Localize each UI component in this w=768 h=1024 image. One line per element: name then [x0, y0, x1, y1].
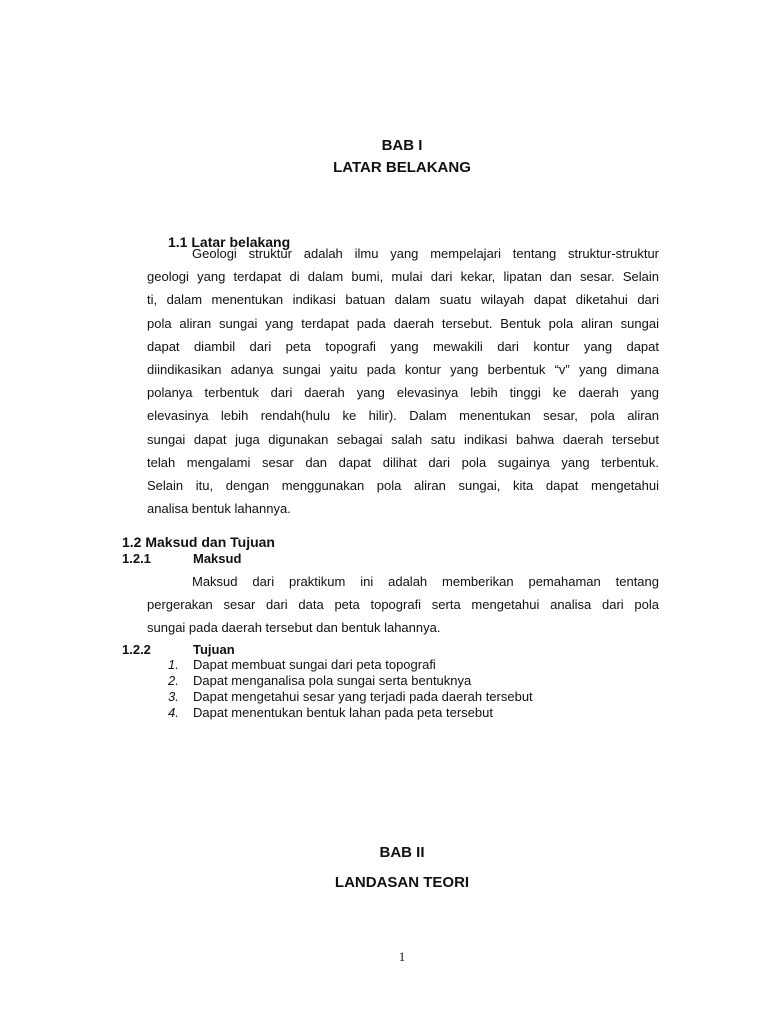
- list-item: [168, 689, 533, 705]
- paragraph-line: telah mengalami sesar dan dapat dilihat dari pola sugainya yang terbentuk.: [147, 454, 659, 470]
- paragraph-line: dapat diambil dari peta topografi yang mewakili dari kontur yang dapat: [147, 338, 659, 354]
- list-item: [168, 673, 533, 689]
- paragraph-line: diindikasikan adanya sungai yaitu pada kontur yang berbentuk “v” yang dimana: [147, 361, 659, 377]
- paragraph-line: elevasinya lebih rendah(hulu ke hilir). Dalam menentukan sesar, pola aliran: [147, 408, 659, 424]
- chapter-2-label: BAB II: [379, 844, 425, 861]
- list-item-number: 4.: [168, 705, 179, 720]
- list-item-text: Dapat menganalisa pola sungai serta bentuknya: [193, 673, 472, 688]
- chapter-2-title: LANDASAN TEORI: [334, 874, 470, 891]
- paragraph-line: ti, dalam menentukan indikasi batuan dalam suatu wilayah dapat diketahui dari: [147, 292, 659, 308]
- paragraph-line: geologi yang terdapat di dalam bumi, mulai dari kekar, lipatan dan sesar. Selain: [147, 269, 659, 285]
- list-item-number: 1.: [168, 657, 179, 672]
- section-1-2-1-paragraph: [147, 570, 659, 640]
- paragraph-line: pola aliran sungai yang terdapat pada daerah tersebut. Bentuk pola aliran sungai: [147, 315, 659, 331]
- list-item: [168, 705, 533, 721]
- paragraph-line: Maksud dari praktikum ini adalah memberikan pemahaman tentang: [192, 574, 659, 589]
- chapter-1-title: LATAR BELAKANG: [333, 159, 471, 176]
- objectives-list: [168, 657, 533, 721]
- page-number: 1: [398, 949, 406, 964]
- paragraph-line: Selain itu, dengan menggunakan pola aliran sungai, kita dapat mengetahui: [147, 477, 659, 493]
- list-item-number: 2.: [168, 673, 179, 688]
- list-item: [168, 657, 533, 673]
- paragraph-line: sungai dapat juga digunakan sebagai salah satu indikasi bahwa daerah tersebut: [147, 431, 659, 447]
- section-1-1-paragraph: [147, 242, 659, 520]
- section-1-2-heading: 1.2 Maksud dan Tujuan: [122, 534, 275, 550]
- paragraph-line: sungai pada daerah tersebut dan bentuk lahannya.: [147, 620, 441, 636]
- chapter-1-label: BAB I: [381, 137, 423, 154]
- list-item-number: 3.: [168, 689, 179, 704]
- section-1-2-2-title: Tujuan: [193, 642, 235, 657]
- section-1-2-2-number: 1.2.2: [122, 642, 151, 657]
- section-1-2-1-number: 1.2.1: [122, 551, 151, 566]
- section-1-1-heading: 1.1 Latar belakang: [168, 234, 291, 250]
- paragraph-line: pergerakan sesar dari data peta topografi serta mengetahui analisa dari pola: [147, 597, 659, 613]
- paragraph-line: polanya terbentuk dari daerah yang elevasinya lebih tinggi ke daerah yang: [147, 385, 659, 401]
- list-item-text: Dapat menentukan bentuk lahan pada peta tersebut: [193, 705, 493, 720]
- paragraph-line: Geologi struktur adalah ilmu yang mempelajari tentang struktur-struktur: [192, 246, 659, 261]
- list-item-text: Dapat membuat sungai dari peta topografi: [193, 657, 436, 672]
- section-1-2-1-title: Maksud: [193, 551, 242, 566]
- list-item-text: Dapat mengetahui sesar yang terjadi pada daerah tersebut: [193, 689, 533, 704]
- paragraph-line: analisa bentuk lahannya.: [147, 501, 291, 517]
